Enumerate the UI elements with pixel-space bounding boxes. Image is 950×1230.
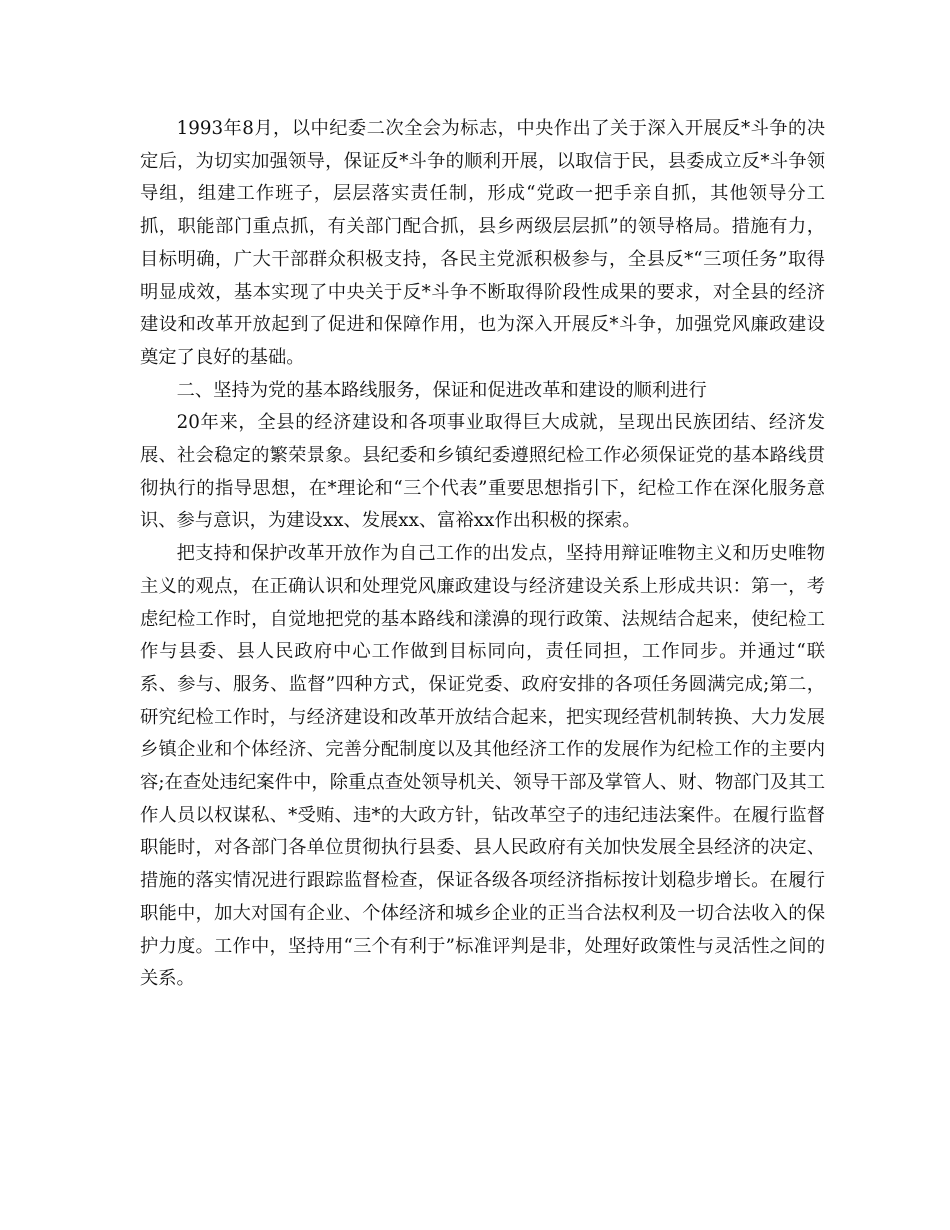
- document-body: [140, 113, 825, 996]
- section-heading-two: 二、坚持为党的基本路线服务，保证和促进改革和建设的顺利进行: [176, 379, 707, 401]
- paragraph-1993-anti-corruption: 1993年8月，以中纪委二次全会为标志，中央作出了关于深入开展反*斗争的决定后，为切实加强领导，保证反*斗争的顺利开展，以取信于民，县委成立反*斗争领导组，组建工作班子，层层落实责任制，形成“党政一把手亲自抓，其他领导分工抓，职能部门重点抓，有关部门配合抓，县乡两级层层抓”的领导格局。措施有力，目标明确，广大干部群众积极支持，各民主党派积极参与，全县反*“三项任务”取得明显成效，基本实现了中央关于反*斗争不断取得阶段性成果的要求，对全县的经济建设和改革开放起到了促进和保障作用，也为深入开展反*斗争，加强党风廉政建设奠定了良好的基础。: [140, 118, 825, 368]
- paragraph-twenty-years: 20年来，全县的经济建设和各项事业取得巨大成就，呈现出民族团结、经济发展、社会稳定的繁荣景象。县纪委和乡镇纪委遵照纪检工作必须保证党的基本路线贯彻执行的指导思想，在*理论和“三个代表”重要思想指引下，纪检工作在深化服务意识、参与意识，为建设xx、发展xx、富裕xx作出积极的探索。: [140, 412, 825, 532]
- paragraph-reform-support: 把支持和保护改革开放作为自己工作的出发点，坚持用辩证唯物主义和历史唯物主义的观点，在正确认识和处理党风廉政建设与经济建设关系上形成共识：第一，考虑纪检工作时，自觉地把党的基本路线和漾濞的现行政策、法规结合起来，使纪检工作与县委、县人民政府中心工作做到目标同向，责任同担，工作同步。并通过“联系、参与、服务、监督”四种方式，保证党委、政府安排的各项任务圆满完成;第二，研究纪检工作时，与经济建设和改革开放结合起来，把实现经营机制转换、大力发展乡镇企业和个体经济、完善分配制度以及其他经济工作的发展作为纪检工作的主要内容;在查处违纪案件中，除重点查处领导机关、领导干部及掌管人、财、物部门及其工作人员以权谋私、*受贿、违*的大政方针，钻改革空子的违纪违法案件。在履行监督职能时，对各部门各单位贯彻执行县委、县人民政府有关加快发展全县经济的决定、措施的落实情况进行跟踪监督检查，保证各级各项经济指标按计划稳步增长。在履行职能中，加大对国有企业、个体经济和城乡企业的正当合法权利及一切合法收入的保护力度。工作中，坚持用“三个有利于”标准评判是非，处理好政策性与灵活性之间的关系。: [140, 543, 825, 990]
